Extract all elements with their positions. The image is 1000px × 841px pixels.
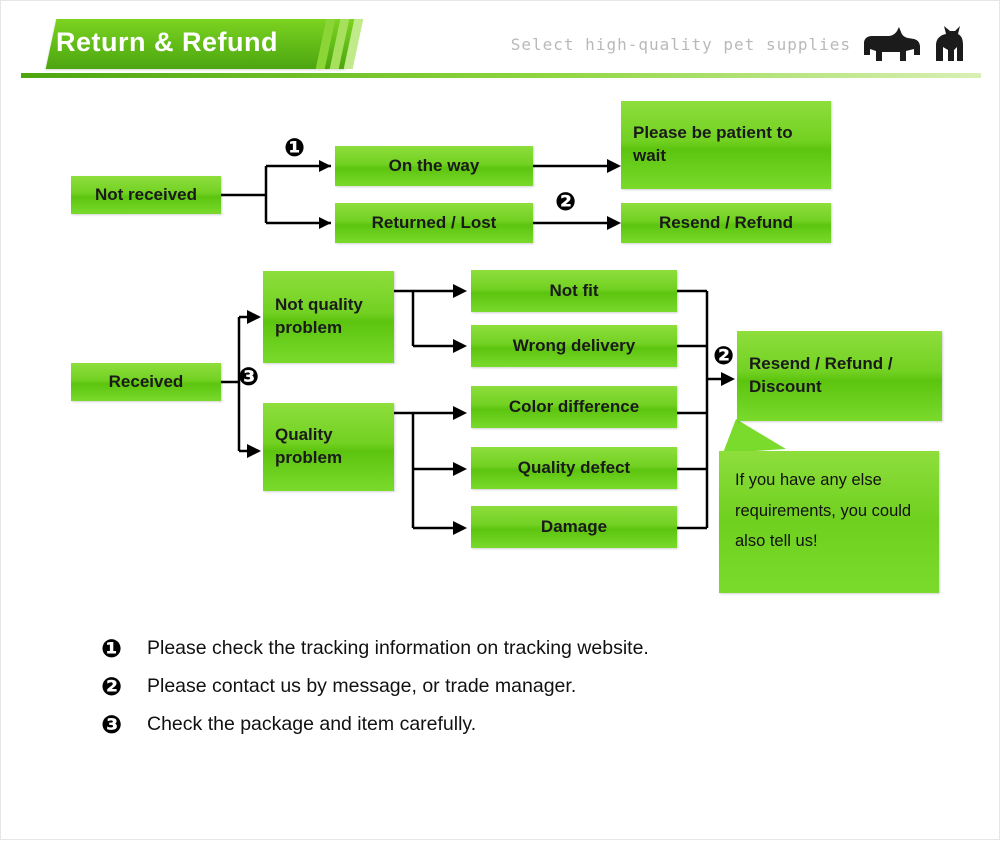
node-damage: Damage [471,506,677,548]
node-be-patient: Please be patient to wait [621,101,831,189]
marker-three: ❸ [238,362,260,391]
dog-icon [864,27,920,61]
legend-text-two: Please contact us by message, or trade manager. [147,674,577,697]
legend-item [101,705,951,743]
legend-text-three: Check the package and item carefully. [147,712,477,735]
node-on-the-way: On the way [335,146,533,186]
legend [101,629,951,743]
node-not-received: Not received [71,176,221,214]
marker-two-bottom: ❷ [713,341,735,370]
legend-marker-two: ❷ [101,671,123,701]
header-subtitle: Select high-quality pet supplies [510,35,851,54]
cat-icon [936,26,963,61]
node-not-fit: Not fit [471,270,677,312]
note-extra-requirements: If you have any else requirements, you could also tell us! [719,451,939,593]
node-quality-defect: Quality defect [471,447,677,489]
page-title: Return & Refund [56,27,278,57]
page-header [21,19,981,77]
legend-item [101,629,951,667]
legend-marker-three: ❸ [101,709,123,739]
legend-text-one: Please check the tracking information on tracking website. [147,636,649,659]
node-wrong-delivery: Wrong delivery [471,325,677,367]
legend-item [101,667,951,705]
node-not-quality-problem: Not quality problem [263,271,394,363]
node-quality-problem: Quality problem [263,403,394,491]
node-resend-refund: Resend / Refund [621,203,831,243]
marker-one-top: ❶ [284,133,306,162]
legend-marker-one: ❶ [101,633,123,663]
header-underline [21,73,981,78]
node-received: Received [71,363,221,401]
node-resend-refund-discount: Resend / Refund / Discount [737,331,942,421]
marker-two-top: ❷ [555,187,577,216]
pet-silhouettes [858,25,963,69]
node-color-difference: Color difference [471,386,677,428]
node-returned-lost: Returned / Lost [335,203,533,243]
